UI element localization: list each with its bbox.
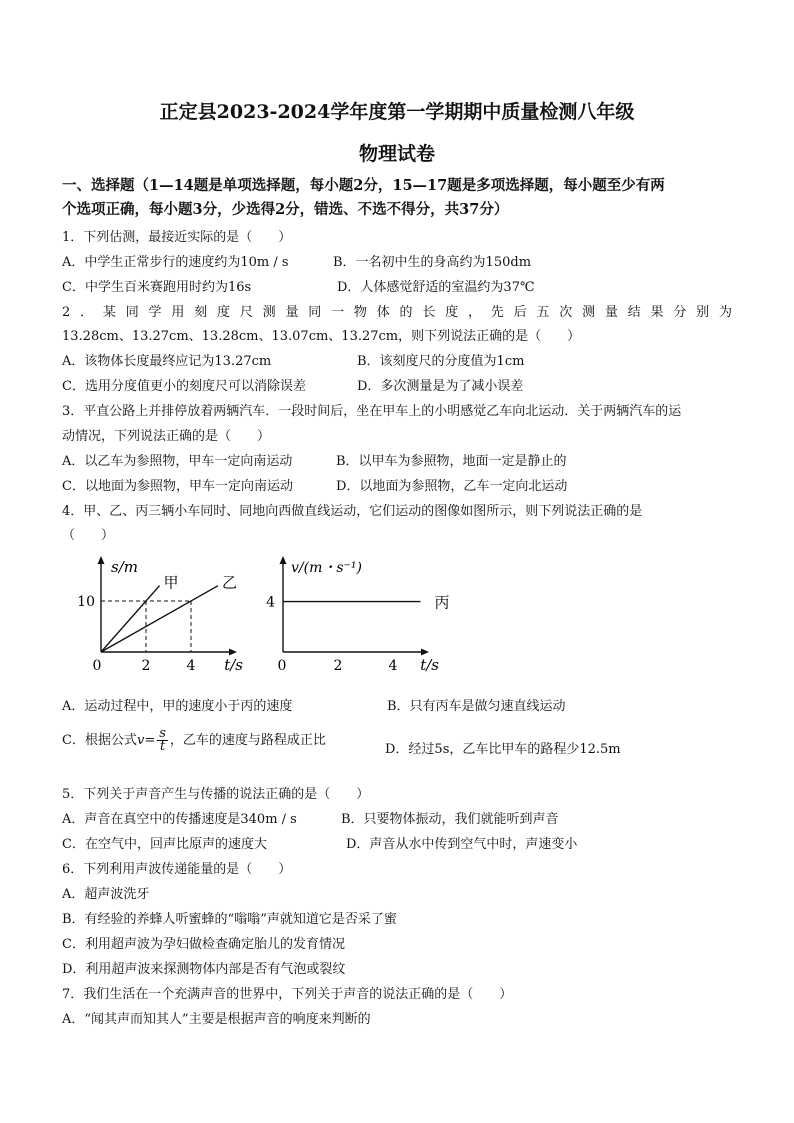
- q1-option-d: D．人体感觉舒适的室温约为37℃: [337, 280, 535, 295]
- x-tick-label: 2: [333, 658, 343, 674]
- q2-option-b: B．该刻度尺的分度值为1cm: [357, 354, 525, 369]
- section-heading: 一、选择题（1—14题是单项选择题，每小题2分，15—17题是多项选择题，每小题至少有两: [62, 177, 665, 194]
- x-tick-label: 0: [277, 658, 287, 674]
- y-tick-label: 4: [266, 594, 275, 611]
- y-axis-label: s/m: [111, 558, 138, 576]
- q2-option-d: D．多次测量是为了减小误差: [357, 379, 524, 394]
- q5-option-a: A．声音在真空中的传播速度是340m / s: [62, 812, 297, 827]
- q3-option-b: B．以甲车为参照物，地面一定是静止的: [336, 454, 567, 469]
- exam-title: 正定县2023-2024学年度第一学期期中质量检测八年级: [159, 101, 635, 123]
- x-axis-arrow: [421, 649, 429, 656]
- q4-option-b: B．只有丙车是做匀速直线运动: [387, 699, 566, 714]
- series-label: 甲: [163, 573, 179, 592]
- q6-stem: 6．下列利用声波传递能量的是（ ）: [62, 862, 292, 877]
- q5-stem: 5．下列关于声音产生与传播的说法正确的是（ ）: [62, 787, 370, 802]
- q1-option-c: C．中学生百米赛跑用时约为16s: [62, 280, 252, 295]
- q4-option-c-prefix: C．根据公式: [62, 733, 137, 748]
- x-axis-arrow: [229, 649, 237, 656]
- st-graph: [68, 548, 248, 676]
- q6-option-b: B．有经验的养蜂人听蜜蜂的“嗡嗡”声就知道它是否采了蜜: [62, 912, 397, 927]
- q3-option-d: D．以地面为参照物，乙车一定向北运动: [336, 479, 568, 494]
- q4-option-c-suffix: ，乙车的速度与路程成正比: [169, 733, 326, 748]
- q4-option-a: A．运动过程中，甲的速度小于丙的速度: [62, 699, 293, 714]
- formula-v: v: [136, 733, 145, 748]
- formula-numerator: s: [159, 726, 166, 741]
- q3-stem: 3．平直公路上并排停放着两辆汽车．一段时间后，坐在甲车上的小明感觉乙车向北运动．关于两辆汽车的运: [62, 404, 682, 419]
- q4-stem-cont: （ ）: [62, 528, 115, 543]
- section-heading-cont: 个选项正确，每小题3分，少选得2分，错选、不选不得分，共37分）: [62, 201, 509, 218]
- q7-stem: 7．我们生活在一个充满声音的世界中，下列关于声音的说法正确的是（ ）: [62, 987, 513, 1002]
- q2-option-a: A．该物体长度最终应记为13.27cm: [62, 354, 272, 369]
- x-axis-label: t/s: [420, 656, 439, 674]
- q6-option-c: C．利用超声波为孕妇做检查确定胎儿的发育情况: [62, 937, 345, 952]
- q3-option-a: A．以乙车为参照物，甲车一定向南运动: [62, 454, 293, 469]
- y-axis-arrow: [98, 556, 105, 564]
- q3-stem-cont: 动情况，下列说法正确的是（ ）: [62, 429, 271, 444]
- formula-fraction: [157, 728, 168, 753]
- y-axis-arrow: [280, 556, 287, 564]
- formula-equals: =: [144, 733, 156, 748]
- q3-option-c: C．以地面为参照物，甲车一定向南运动: [62, 479, 293, 494]
- q7-option-a: A．“闻其声而知其人”主要是根据声音的响度来判断的: [62, 1012, 371, 1027]
- q1-option-b: B．一名初中生的身高约为150dm: [333, 255, 532, 270]
- series-label: 乙: [222, 573, 238, 592]
- q6-option-d: D．利用超声波来探测物体内部是否有气泡或裂纹: [62, 962, 346, 977]
- q4-option-d: D．经过5s，乙车比甲车的路程少12.5m: [385, 742, 621, 757]
- x-tick-label: 4: [388, 658, 398, 674]
- x-tick-label: 0: [92, 658, 102, 674]
- y-tick-label: 10: [77, 594, 95, 610]
- x-tick-label: 2: [141, 658, 151, 674]
- q1-option-a: A．中学生正常步行的速度约为10m / s: [62, 255, 289, 270]
- q5-option-c: C．在空气中，回声比原声的速度大: [62, 837, 267, 852]
- q2-stem: 2．某同学用刻度尺测量同一物体的长度，先后五次测量结果分别为: [62, 305, 732, 320]
- q5-option-b: B．只要物体振动，我们就能听到声音: [341, 812, 559, 827]
- q6-option-a: A．超声波洗牙: [62, 887, 150, 902]
- q1-stem: 1．下列估测，最接近实际的是（ ）: [62, 230, 292, 245]
- exam-subtitle: 物理试卷: [358, 143, 435, 165]
- x-axis-label: t/s: [224, 656, 243, 674]
- vt-graph: [258, 548, 458, 676]
- q5-option-d: D．声音从水中传到空气中时，声速变小: [346, 837, 578, 852]
- q2-option-c: C．选用分度值更小的刻度尺可以消除误差: [62, 379, 306, 394]
- formula-denominator: t: [159, 739, 166, 754]
- q2-stem-cont: 13.28cm、13.27cm、13.28cm、13.07cm、13.27cm，则下列说法正确的是（ ）: [62, 329, 581, 344]
- series-line: [101, 586, 218, 652]
- q4-stem: 4．甲、乙、丙三辆小车同时、同地向西做直线运动，它们运动的图像如图所示，则下列说法正确的是: [62, 504, 643, 519]
- x-tick-label: 4: [186, 658, 196, 674]
- y-axis-label: v/(m・s⁻¹): [291, 560, 363, 576]
- series-line: [101, 586, 160, 652]
- series-label: 丙: [434, 593, 450, 612]
- q4-option-c: [62, 728, 326, 753]
